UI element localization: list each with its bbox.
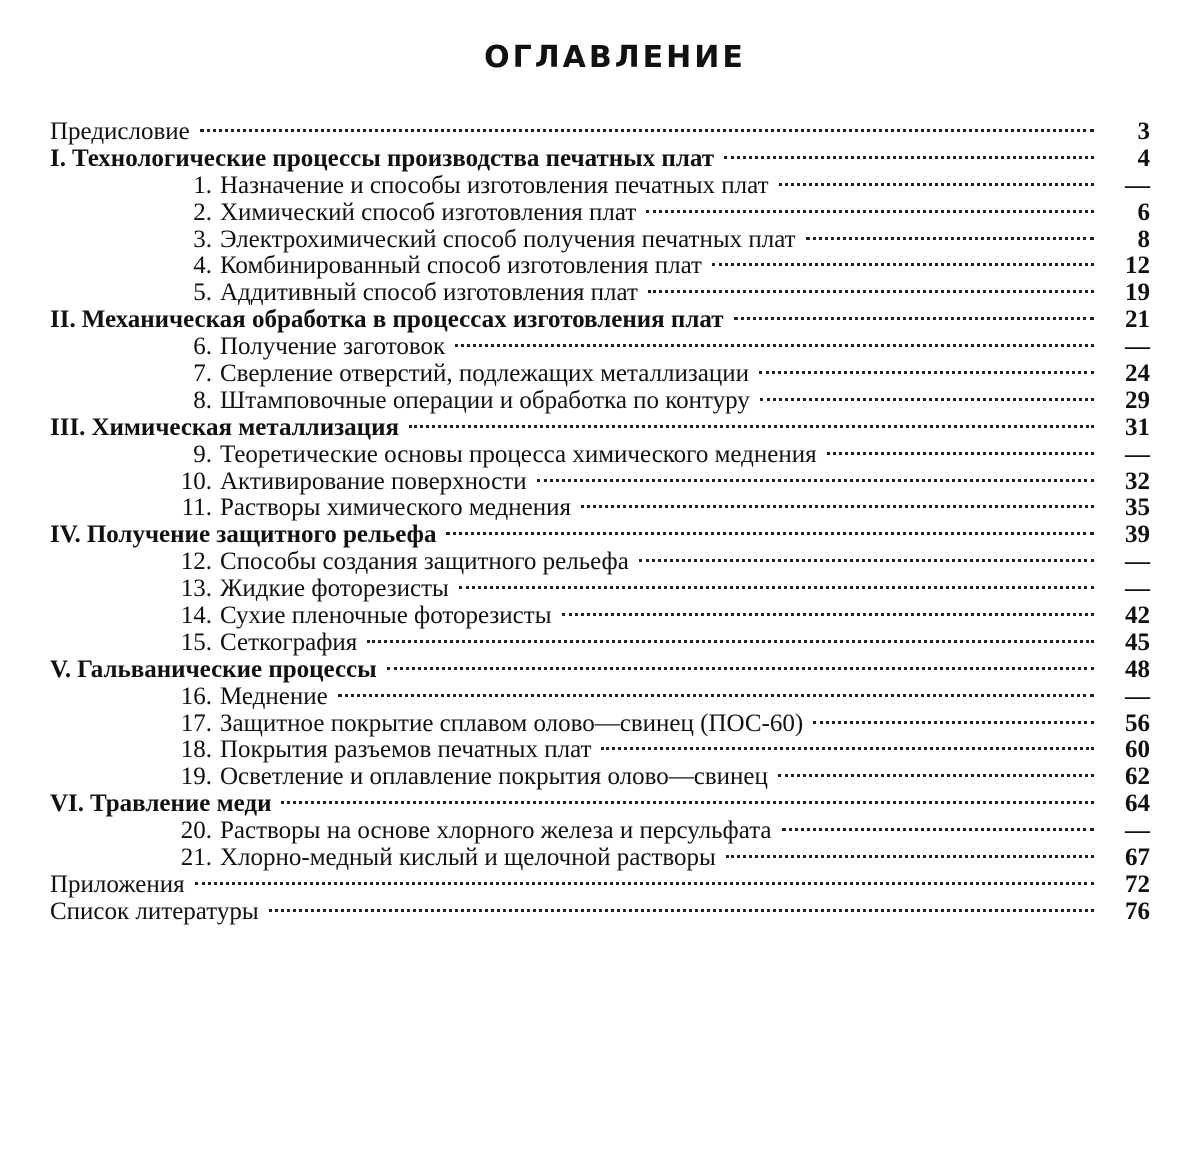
page-number: 21 — [1125, 306, 1150, 334]
toc-entry — [50, 872, 1150, 899]
page-number: 48 — [1125, 655, 1150, 683]
dot-leader — [724, 156, 1094, 159]
dot-leader — [782, 828, 1094, 831]
dot-leader — [581, 505, 1094, 508]
page-number: 6 — [1137, 198, 1150, 226]
page-number: 24 — [1125, 360, 1150, 388]
toc-section-entry — [50, 388, 1150, 415]
dot-leader — [726, 855, 1094, 858]
page-number: — — [1125, 440, 1150, 468]
toc-section-entry — [50, 227, 1150, 254]
dot-leader — [760, 398, 1094, 401]
entry-title: Предисловие — [50, 118, 190, 145]
toc-section-entry — [50, 334, 1150, 361]
page-number: 56 — [1125, 709, 1150, 737]
entry-number: 7. — [193, 360, 212, 388]
entry-title: Получение защитного рельефа — [86, 521, 437, 549]
toc-section-entry — [50, 253, 1150, 280]
dot-leader — [195, 882, 1094, 885]
entry-number: 14. — [180, 602, 212, 630]
entry-title: Жидкие фоторезисты — [220, 575, 449, 603]
page-number: 8 — [1137, 225, 1150, 253]
entry-title: Хлорно-медный кислый и щелочной растворы — [220, 844, 716, 872]
page-number: 19 — [1125, 279, 1150, 307]
entry-title: Гальванические процессы — [77, 655, 377, 683]
entry-number: 15. — [180, 628, 212, 656]
entry-title: Получение заготовок — [220, 333, 446, 361]
entry-number: 2. — [193, 198, 212, 226]
entry-number: 10. — [180, 467, 212, 495]
toc-section-entry — [50, 630, 1150, 657]
dot-leader — [269, 909, 1094, 912]
page-number: 72 — [1125, 870, 1150, 898]
entry-number: 19. — [180, 763, 212, 791]
table-of-contents — [50, 119, 1150, 926]
toc-chapter-entry — [50, 522, 1150, 549]
dot-leader — [562, 613, 1095, 616]
entry-number: 6. — [193, 333, 212, 361]
dot-leader — [712, 263, 1094, 266]
page-number: — — [1125, 171, 1150, 199]
toc-section-entry — [50, 764, 1150, 791]
entry-number: V. — [50, 655, 72, 683]
toc-chapter-entry — [50, 307, 1150, 334]
entry-number: 3. — [193, 225, 212, 253]
entry-number: 12. — [180, 548, 212, 576]
page-number: 39 — [1125, 521, 1150, 549]
toc-entry — [50, 899, 1150, 926]
dot-leader — [648, 290, 1094, 293]
toc-page — [50, 40, 1150, 926]
toc-section-entry — [50, 549, 1150, 576]
entry-title: Комбинированный способ изготовления плат — [220, 252, 702, 280]
dot-leader — [446, 532, 1094, 535]
page-number: 3 — [1137, 118, 1150, 145]
entry-title: Приложения — [50, 870, 185, 898]
entry-title: Штамповочные операции и обработка по контуру — [220, 386, 750, 414]
entry-number: 4. — [193, 252, 212, 280]
dot-leader — [459, 586, 1094, 589]
entry-title: Назначение и способы изготовления печатных плат — [220, 171, 769, 199]
toc-section-entry — [50, 818, 1150, 845]
page-number: 29 — [1125, 386, 1150, 414]
toc-chapter-entry — [50, 657, 1150, 684]
dot-leader — [200, 129, 1094, 132]
entry-number: 5. — [193, 279, 212, 307]
page-number: — — [1125, 548, 1150, 576]
dot-leader — [813, 721, 1094, 724]
entry-title: Список литературы — [50, 897, 259, 925]
entry-title: Химический способ изготовления плат — [220, 198, 637, 226]
entry-number: 13. — [180, 575, 212, 603]
entry-title: Активирование поверхности — [220, 467, 527, 495]
entry-title: Защитное покрытие сплавом олово—свинец (ПОС-60) — [220, 709, 804, 737]
toc-section-entry — [50, 711, 1150, 738]
toc-section-entry — [50, 576, 1150, 603]
page-number: — — [1125, 575, 1150, 603]
page-number: 12 — [1125, 252, 1150, 280]
entry-title: Покрытия разъемов печатных плат — [220, 736, 592, 764]
toc-section-entry — [50, 495, 1150, 522]
toc-section-entry — [50, 603, 1150, 630]
dot-leader — [387, 667, 1094, 670]
entry-title: Растворы на основе хлорного железа и персульфата — [220, 817, 772, 845]
dot-leader — [455, 344, 1094, 347]
entry-title: Способы создания защитного рельефа — [220, 548, 629, 576]
entry-number: III. — [50, 413, 86, 441]
page-number: 45 — [1125, 628, 1150, 656]
entry-title: Электрохимический способ получения печатных плат — [220, 225, 796, 253]
dot-leader — [759, 371, 1094, 374]
toc-section-entry — [50, 280, 1150, 307]
toc-section-entry — [50, 737, 1150, 764]
entry-title: Химическая металлизация — [91, 413, 399, 441]
toc-section-entry — [50, 845, 1150, 872]
page-number: — — [1125, 682, 1150, 710]
entry-number: I. — [50, 144, 66, 172]
entry-title: Растворы химического меднения — [220, 494, 571, 522]
entry-number: 18. — [180, 736, 212, 764]
entry-number: 1. — [193, 171, 212, 199]
dot-leader — [537, 479, 1094, 482]
dot-leader — [639, 559, 1094, 562]
toc-chapter-entry — [50, 415, 1150, 442]
dot-leader — [281, 801, 1094, 804]
page-number: 35 — [1125, 494, 1150, 522]
entry-number: IV. — [50, 521, 81, 549]
page-number: 42 — [1125, 602, 1150, 630]
page-number: 62 — [1125, 763, 1150, 791]
entry-title: Теоретические основы процесса химического меднения — [220, 440, 817, 468]
page-title: ОГЛАВЛЕНИЕ — [484, 40, 746, 75]
entry-number: 21. — [180, 844, 212, 872]
dot-leader — [734, 317, 1095, 320]
dot-leader — [646, 210, 1094, 213]
entry-title: Осветление и оплавление покрытия олово—свинец — [220, 763, 768, 791]
entry-number: 16. — [180, 682, 212, 710]
entry-number: 20. — [180, 817, 212, 845]
dot-leader — [367, 640, 1094, 643]
toc-entry — [50, 119, 1150, 146]
toc-section-entry — [50, 442, 1150, 469]
page-number: 31 — [1125, 413, 1150, 441]
dot-leader — [601, 747, 1094, 750]
entry-title: Технологические процессы производства печатных плат — [71, 144, 714, 172]
dot-leader — [338, 694, 1094, 697]
entry-title: Аддитивный способ изготовления плат — [220, 279, 638, 307]
toc-section-entry — [50, 200, 1150, 227]
toc-section-entry — [50, 469, 1150, 496]
dot-leader — [779, 183, 1094, 186]
entry-number: 17. — [180, 709, 212, 737]
toc-chapter-entry — [50, 791, 1150, 818]
entry-title: Сверление отверстий, подлежащих металлизации — [220, 360, 750, 388]
toc-section-entry — [50, 684, 1150, 711]
dot-leader — [778, 774, 1094, 777]
dot-leader — [806, 237, 1094, 240]
entry-title: Травление меди — [90, 790, 272, 818]
toc-chapter-entry — [50, 146, 1150, 173]
entry-title: Сухие пленочные фоторезисты — [220, 602, 552, 630]
page-number: — — [1125, 817, 1150, 845]
dot-leader — [827, 452, 1094, 455]
dot-leader — [409, 425, 1094, 428]
page-number: 4 — [1137, 144, 1150, 172]
toc-section-entry — [50, 173, 1150, 200]
page-number: 60 — [1125, 736, 1150, 764]
page-number: 32 — [1125, 467, 1150, 495]
page-number: 67 — [1125, 844, 1150, 872]
entry-number: 9. — [193, 440, 212, 468]
page-number: 76 — [1125, 897, 1150, 925]
entry-number: 8. — [193, 386, 212, 414]
entry-number: II. — [50, 306, 76, 334]
entry-title: Меднение — [220, 682, 328, 710]
entry-number: 11. — [181, 494, 212, 522]
toc-section-entry — [50, 361, 1150, 388]
page-number: 64 — [1125, 790, 1150, 818]
page-number: — — [1125, 333, 1150, 361]
entry-title: Сеткография — [220, 628, 358, 656]
entry-number: VI. — [50, 790, 85, 818]
entry-title: Механическая обработка в процессах изготовления плат — [81, 306, 724, 334]
